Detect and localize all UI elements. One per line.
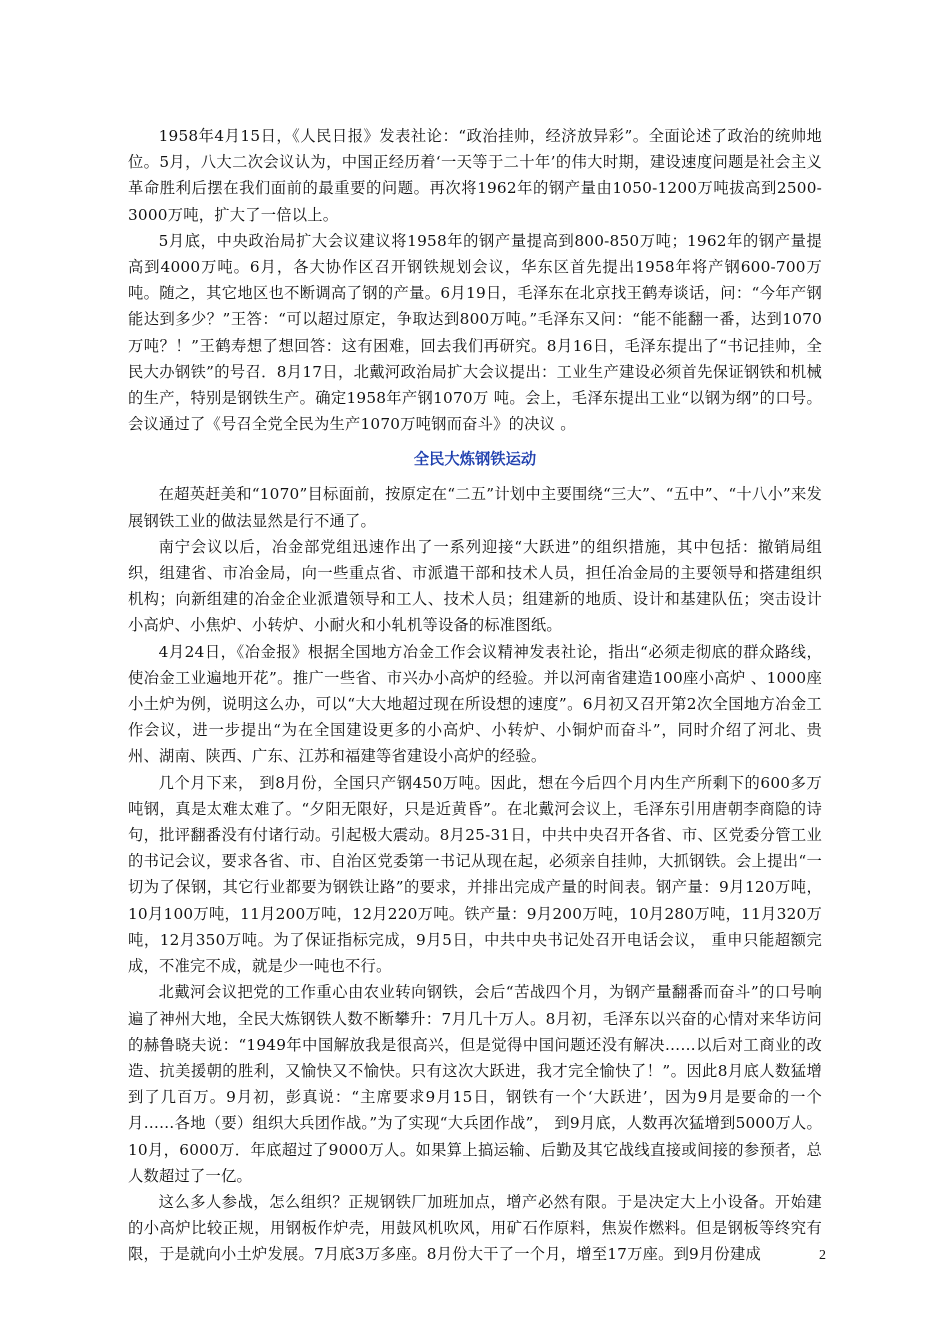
paragraph-1: 1958年4月15日，《人民日报》发表社论：“政治挂帅，经济放异彩”。全面论述了政治的统帅地位。5月，八大二次会议认为，中国正经历着‘一天等于二十年’的伟大时期，建设速度问题是社会主义革命胜利后摆在我们面前的最重要的问题。再次将1962年的钢产量由1050-1200万吨拔高到2500-3000万吨，扩大了一倍以上。	[128, 127, 822, 224]
paragraph-3: 在超英赶美和“1070”目标面前，按原定在“二五”计划中主要围绕“三大”、“五中”、“十八小”来发展钢铁工业的做法显然是行不通了。	[128, 485, 822, 530]
paragraph-5: 4月24日，《冶金报》根据全国地方冶金工作会议精神发表社论，指出“必须走彻底的群众路线，使冶金工业遍地开花”。推广一些省、市兴办小高炉的经验。并以河南省建造100座小高炉 、1000座小土炉为例，说明这么办，可以“大大地超过现在所设想的速度”。6月初又召开第2次全国地方冶金工作会议，进一步提出“为在全国建设更多的小高炉、小转炉、小铜炉而奋斗”，同时介绍了河北、贵州、湖南、陕西、广东、江苏和福建等省建设小高炉的经验。	[128, 642, 822, 766]
paragraph-2: 5月底，中央政治局扩大会议建议将1958年的钢产量提高到800-850万吨；1962年的钢产量提高到4000万吨。6月，各大协作区召开钢铁规划会议，华东区首先提出1958年将产钢600-700万吨。随之，其它地区也不断调高了钢的产量。6月19日，毛泽东在北京找王鹤寿谈话，问：“今年产钢能达到多少？”王答：“可以超过原定，争取达到800万吨。”毛泽东又问：“能不能翻一番，达到1070万吨？！”王鹤寿想了想回答：这有困难，回去我们再研究。8月16日，毛泽东提出了“书记挂帅，全民大办钢铁”的号召．8月17日，北戴河政治局扩大会议提出：工业生产建设必须首先保证钢铁和机械的生产，特别是钢铁生产。确定1958年产钢1070万 吨。会上，毛泽东提出工业“以钢为纲”的口号。会议通过了《号召全党全民为生产1070万吨钢而奋斗》的决议 。	[128, 231, 822, 434]
paragraph-7: 北戴河会议把党的工作重心由农业转向钢铁，会后“苦战四个月，为钢产量翻番而奋斗”的口号响遍了神州大地，全民大炼钢铁人数不断攀升：7月几十万人。8月初，毛泽东以兴奋的心情对来华访问的赫鲁晓夫说：“1949年中国解放我是很高兴，但是觉得中国问题还没有解决……以后对工商业的改造、抗美援朝的胜利，又愉快又不愉快。只有这次大跃进，我才完全愉快了！”。因此8月底人数猛增到了几百万。9月初，彭真说：“主席要求9月15日，钢铁有一个‘大跃进’，因为9月是要命的一个月……各地（要）组织大兵团作战。”为了实现“大兵团作战”， 到9月底，人数再次猛增到5000万人。10月，6000万．年底超过了9000万人。如果算上搞运输、后勤及其它战线直接或间接的参预者，总人数超过了一亿。	[128, 983, 822, 1185]
paragraph-4: 南宁会议以后，冶金部党组迅速作出了一系列迎接“大跃进”的组织措施，其中包括：撤销局组织，组建省、市冶金局，向一些重点省、市派遣干部和技术人员，担任冶金局的主要领导和搭建组织机构；向新组建的冶金企业派遣领导和工人、技术人员；组建新的地质、设计和基建队伍；突击设计小高炉、小焦炉、小转炉、小耐火和小轧机等设备的标准图纸。	[128, 537, 822, 635]
paragraph-8: 这么多人参战，怎么组织？正规钢铁厂加班加点，增产必然有限。于是决定大上小设备。开始建的小高炉比较正规，用钢板作炉壳，用鼓风机吹风，用矿石作原料，焦炭作燃料。但是钢板等终究有限，于是就向小土炉发展。7月底3万多座。8月份大干了一个月，增至17万座。到9月份建成	[128, 1192, 822, 1264]
document-page	[128, 123, 822, 1268]
paragraph-6: 几个月下来， 到8月份，全国只产钢450万吨。因此，想在今后四个月内生产所剩下的600多万吨钢，真是太难太难了。“夕阳无限好，只是近黄昏”。在北戴河会议上，毛泽东引用唐朝李商隐的诗句，批评翻番没有付诸行动。引起极大震动。8月25-31日，中共中央召开各省、市、区党委分管工业的书记会议，要求各省、市、自治区党委第一书记从现在起，必须亲自挂帅，大抓钢铁。会上提出“一切为了保钢，其它行业都要为钢铁让路”的要求，并排出完成产量的时间表。钢产量：9月120万吨，10月100万吨，11月200万吨，12月220万吨。铁产量：9月200万吨，10月280万吨，11月320万 吨，12月350万吨。为了保证指标完成，9月5日，中共中央书记处召开电话会议， 重申只能超额完成，不准完不成，就是少一吨也不行。	[128, 773, 822, 976]
page-number: 2	[819, 1248, 826, 1263]
section-heading: 全民大炼钢铁运动	[413, 450, 537, 469]
